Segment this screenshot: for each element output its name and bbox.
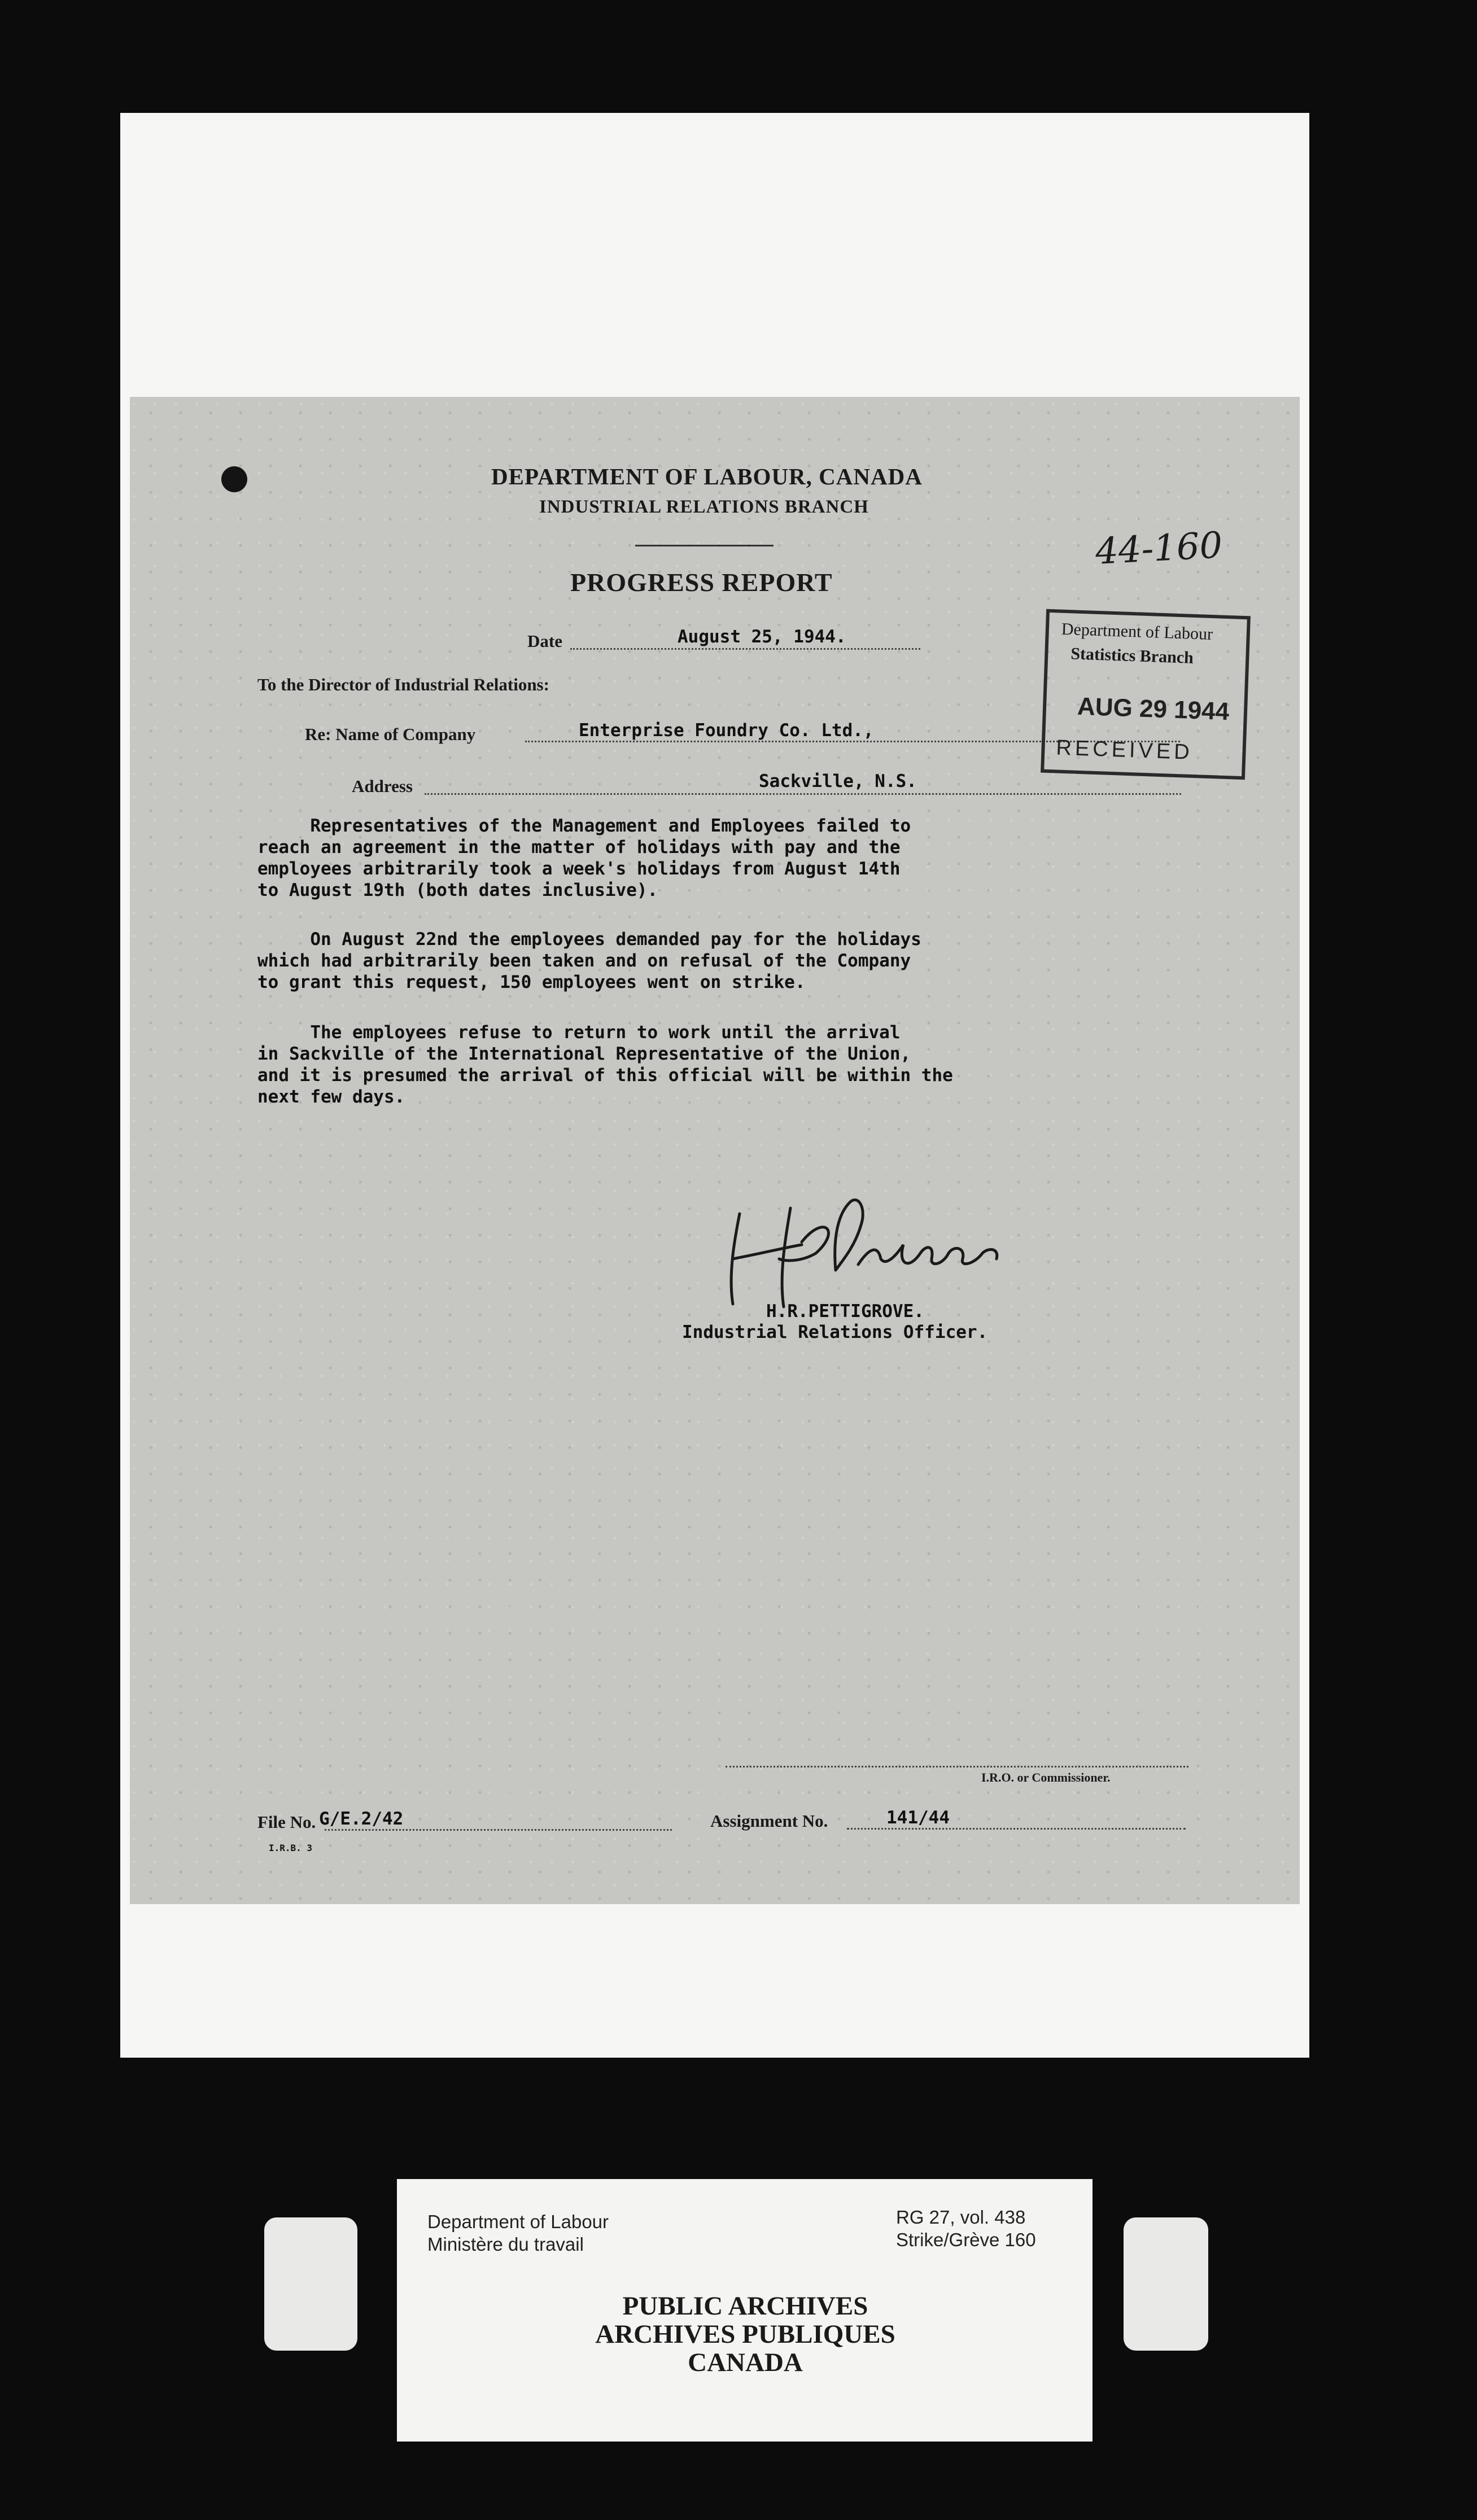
date-label: Date: [527, 631, 562, 651]
stamp-date: AUG 29 1944: [1077, 692, 1230, 726]
address-label: Address: [352, 776, 413, 796]
received-stamp: [1041, 609, 1251, 780]
stamp-received: RECEIVED: [1055, 736, 1194, 764]
file-number-label: File No.: [257, 1812, 316, 1832]
date-line: [570, 648, 920, 650]
form-code: I.R.B. 3: [269, 1843, 313, 1853]
paragraph-2: On August 22nd the employees demanded pay for the holidays which had arbitrarily been taken and on refusal of the Company to grant this request, 150 employees went on strike.: [257, 929, 921, 992]
archive-label-right-tab: [1124, 2217, 1208, 2351]
archive-label-right-notch: [1093, 2217, 1124, 2281]
assignment-number-value: 141/44: [886, 1808, 950, 1828]
branch-heading: INDUSTRIAL RELATIONS BRANCH: [539, 497, 869, 517]
paragraph-1: Representatives of the Management and Employees failed to reach an agreement in the matter of holidays with pay and the employees arbitrarily took a week's holidays from August 14th to August 19th (both dates inclusive).: [257, 816, 911, 900]
addressee-line: To the Director of Industrial Relations:: [257, 675, 549, 694]
stamp-branch: Statistics Branch: [1070, 644, 1194, 667]
handwritten-reference-number: 44-160: [1094, 524, 1224, 573]
punch-hole: [221, 466, 247, 492]
department-heading: DEPARTMENT OF LABOUR, CANADA: [491, 463, 923, 489]
company-label: Re: Name of Company: [305, 724, 476, 744]
address-value: Sackville, N.S.: [759, 771, 917, 791]
paragraph-3: The employees refuse to return to work until the arrival in Sackville of the International Representative of the Union, and it is presumed the arrival of this official will be within the next few days.: [257, 1022, 953, 1107]
address-line: [425, 793, 1181, 795]
signer-title: Industrial Relations Officer.: [682, 1322, 988, 1342]
date-value: August 25, 1944.: [678, 627, 846, 647]
file-number-value: G/E.2/42: [319, 1809, 404, 1829]
archive-label-left-notch: [357, 2217, 397, 2281]
archive-ministry: Department of Labour Ministère du travail: [427, 2211, 609, 2255]
archive-label-left-tab: [264, 2217, 357, 2351]
iro-label: I.R.O. or Commissioner.: [981, 1770, 1111, 1784]
company-value: Enterprise Foundry Co. Ltd.,: [579, 720, 874, 741]
iro-signature-line: [726, 1766, 1188, 1768]
file-number-line: [325, 1829, 672, 1831]
stamp-department: Department of Labour: [1061, 619, 1213, 644]
archive-reference: RG 27, vol. 438 Strike/Grève 160: [896, 2207, 1036, 2250]
report-title: PROGRESS REPORT: [570, 568, 833, 597]
signer-name: H.R.PETTIGROVE.: [766, 1301, 924, 1322]
assignment-number-label: Assignment No.: [710, 1811, 828, 1831]
archive-name: PUBLIC ARCHIVES ARCHIVES PUBLIQUES CANADA: [595, 2291, 895, 2377]
assignment-number-line: [847, 1828, 1186, 1830]
title-divider: [635, 545, 774, 546]
